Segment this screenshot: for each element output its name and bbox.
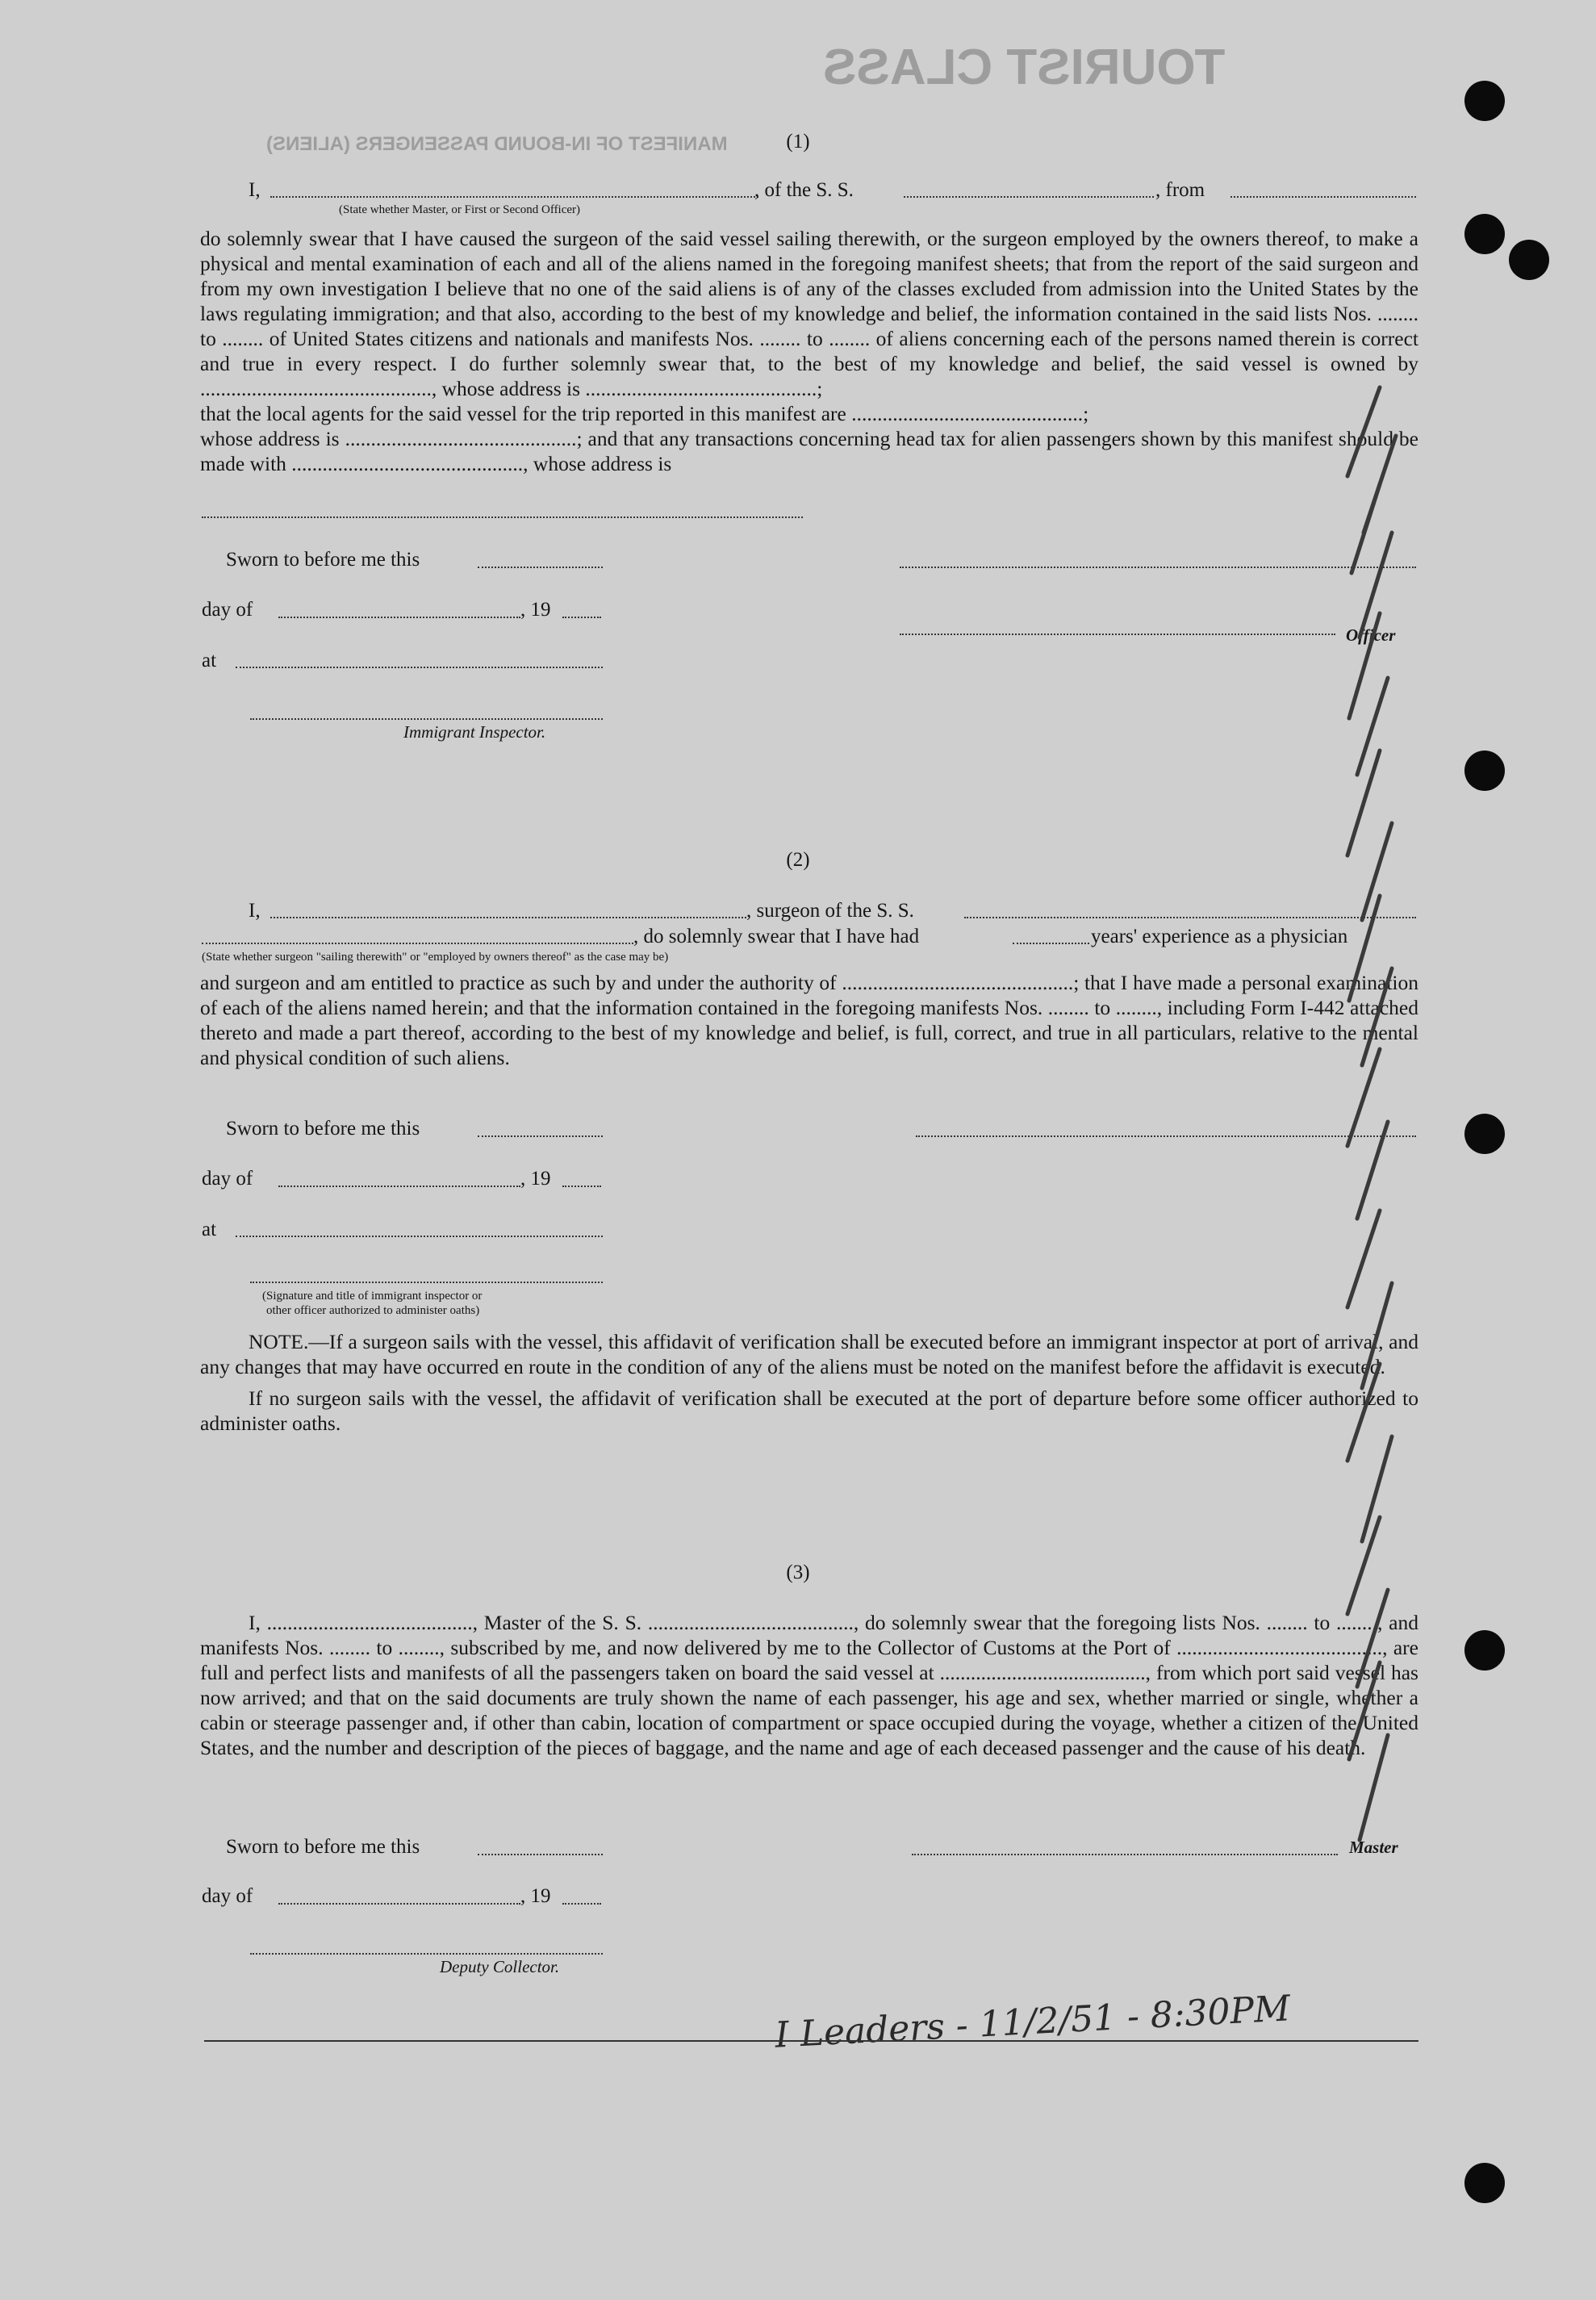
punch-hole	[1464, 2163, 1505, 2203]
s1-from-line	[1230, 196, 1416, 198]
s2-years-line	[1013, 943, 1089, 944]
s3-oath-paragraph: I, ........................................, Master of the S. S. ........................................, do solemnly swear that the foregoing lists Nos. ........ to ........, and manifests Nos. ........ to ........, subscribed by me, and now delivered by me to the Collector of Customs at the Port of ........................................, are full and perfect lists and manifests of all the passengers taken on board the said vessel at ........................................, from which port said vessel has now arrived; and that on the said documents are truly shown the name of each passenger, his age and sex, whether married or single, whether a cabin or steerage passenger and, if other than cabin, location of compartment or space occupied during the voyage, whether a citizen of the United States, and the number and description of the pieces of baggage, and the name and age of each deceased passenger and the cause of his death.	[200, 1611, 1418, 1759]
s1-address-line	[202, 516, 803, 518]
s2-surgeon-caption: (State whether surgeon "sailing therewith" or "employed by owners thereof" as the case may be)	[202, 951, 669, 964]
s1-from-label: , from	[1155, 179, 1205, 201]
s1-at-line	[236, 667, 603, 668]
s1-day-line	[278, 617, 520, 618]
s2-i-label: I,	[249, 900, 261, 922]
s1-at-label: at	[202, 650, 217, 671]
s1-sworn-line	[478, 567, 603, 568]
s2-year-line	[562, 1186, 601, 1187]
punch-hole	[1464, 1630, 1505, 1671]
s3-day-line	[278, 1903, 520, 1905]
s1-day-label: day of	[202, 599, 253, 621]
s1-oath-body	[200, 226, 1418, 476]
s1-inspector-line	[250, 718, 603, 720]
s1-i-label: I,	[249, 179, 261, 201]
s1-ship-line	[904, 196, 1154, 198]
s3-day-label: day of	[202, 1885, 253, 1907]
s1-sworn-label: Sworn to before me this	[226, 549, 420, 571]
s2-at-line	[236, 1236, 603, 1237]
s2-notes	[200, 1329, 1418, 1436]
s2-year-label: , 19	[520, 1168, 551, 1190]
s2-note-no-surgeon: If no surgeon sails with the vessel, the affidavit of verification shall be executed at the port of departure before some officer authorized to administer oaths.	[200, 1386, 1418, 1435]
s2-day-line	[278, 1186, 520, 1187]
s3-collector-label: Deputy Collector.	[440, 1957, 560, 1976]
s1-ss-label: , of the S. S.	[754, 179, 854, 201]
s2-note-surgeon-sails: NOTE.—If a surgeon sails with the vessel, this affidavit of verification shall be executed before an immigrant inspector at port of arrival, and any changes that may have occurred en route in the condition of any of the aliens must be noted on the manifest before the affidavit is executed.	[200, 1330, 1418, 1378]
s3-sworn-label: Sworn to before me this	[226, 1836, 420, 1858]
s2-name-line	[270, 917, 746, 918]
section-2-number: (2)	[786, 849, 810, 871]
s2-oath-paragraph: and surgeon and am entitled to practice as such by and under the authority of .............................................; that I have made a personal examination of each of the aliens named herein; and that the information contained in the foregoing manifests Nos. ........ to ........, including Form I-442 attached thereto and made a part thereof, according to the best of my knowledge and belief, is full, correct, and true in all particulars, relative to the mental and physical condition of such aliens.	[200, 971, 1418, 1069]
s2-sworn-line	[478, 1135, 603, 1137]
s1-agents-paragraph: that the local agents for the said vessel for the trip reported in this manifest are .............................................;	[200, 402, 1089, 425]
s2-oath-body	[200, 970, 1418, 1070]
s1-name-line	[270, 196, 758, 198]
bottom-rule	[204, 2040, 1418, 2042]
s3-year-line	[562, 1903, 601, 1905]
s2-inspector-line	[250, 1282, 603, 1283]
s3-master-label: Master	[1349, 1838, 1398, 1857]
punch-hole	[1464, 81, 1505, 121]
s3-sworn-line	[478, 1854, 603, 1855]
s1-year-label: , 19	[520, 599, 551, 621]
s1-headtax-paragraph: whose address is .............................................; and that any transactions concerning head tax for alien passengers shown by this manifest should be made with ............................................., whose address is	[200, 427, 1418, 475]
s2-swear-label: , do solemnly swear that I have had	[633, 926, 920, 947]
section-1-number: (1)	[786, 131, 810, 153]
punch-hole	[1464, 751, 1505, 791]
s2-status-line	[202, 943, 633, 944]
s2-sig-caption-2: other officer authorized to administer oaths)	[266, 1304, 480, 1317]
s3-year-label: , 19	[520, 1885, 551, 1907]
s1-oath-paragraph: do solemnly swear that I have caused the surgeon of the said vessel sailing therewith, or the surgeon employed by the owners thereof, to make a physical and mental examination of each and all of the aliens named in the foregoing manifest sheets; that from the report of the said surgeon and from my own investigation I believe that no one of the said aliens is of any of the classes excluded from admission into the United States by the laws regulating immigration; and that also, according to the best of my knowledge and belief, the information contained in the said lists Nos. ........ to ........ of United States citizens and nationals and manifests Nos. ........ to ........ of aliens concerning each of the persons named therein is correct and true in every respect. I do further solemnly swear that, to the best of my knowledge and belief, the said vessel is owned by ............................................., whose address is .............................................;	[200, 227, 1418, 400]
handwritten-annotation: I Leaders - 11/2/51 - 8:30PM	[774, 1988, 1292, 2056]
s2-sig-caption-1: (Signature and title of immigrant inspector or	[262, 1290, 483, 1303]
s2-surgeon-label: , surgeon of the S. S.	[746, 900, 914, 922]
s2-day-label: day of	[202, 1168, 253, 1190]
s1-master-caption: (State whether Master, or First or Second Officer)	[339, 203, 581, 216]
s3-oath-body	[200, 1610, 1418, 1760]
bleed-title: TOURIST CLASS	[823, 40, 1226, 95]
punch-hole	[1464, 1114, 1505, 1154]
check-marks-icon	[1259, 371, 1420, 1969]
s2-years-label: years' experience as a physician	[1091, 926, 1348, 947]
s1-inspector-label: Immigrant Inspector.	[403, 722, 546, 742]
s1-officer-label: Officer	[1346, 625, 1396, 645]
punch-hole	[1464, 214, 1505, 254]
s2-sworn-label: Sworn to before me this	[226, 1118, 420, 1140]
s1-year-line	[562, 617, 601, 618]
section-3-number: (3)	[786, 1562, 810, 1583]
s3-collector-line	[250, 1953, 603, 1955]
punch-hole	[1509, 240, 1549, 280]
bleed-manifest-heading: MANIFEST OF IN-BOUND PASSENGERS (ALIENS)	[266, 133, 728, 155]
s2-at-label: at	[202, 1219, 217, 1240]
